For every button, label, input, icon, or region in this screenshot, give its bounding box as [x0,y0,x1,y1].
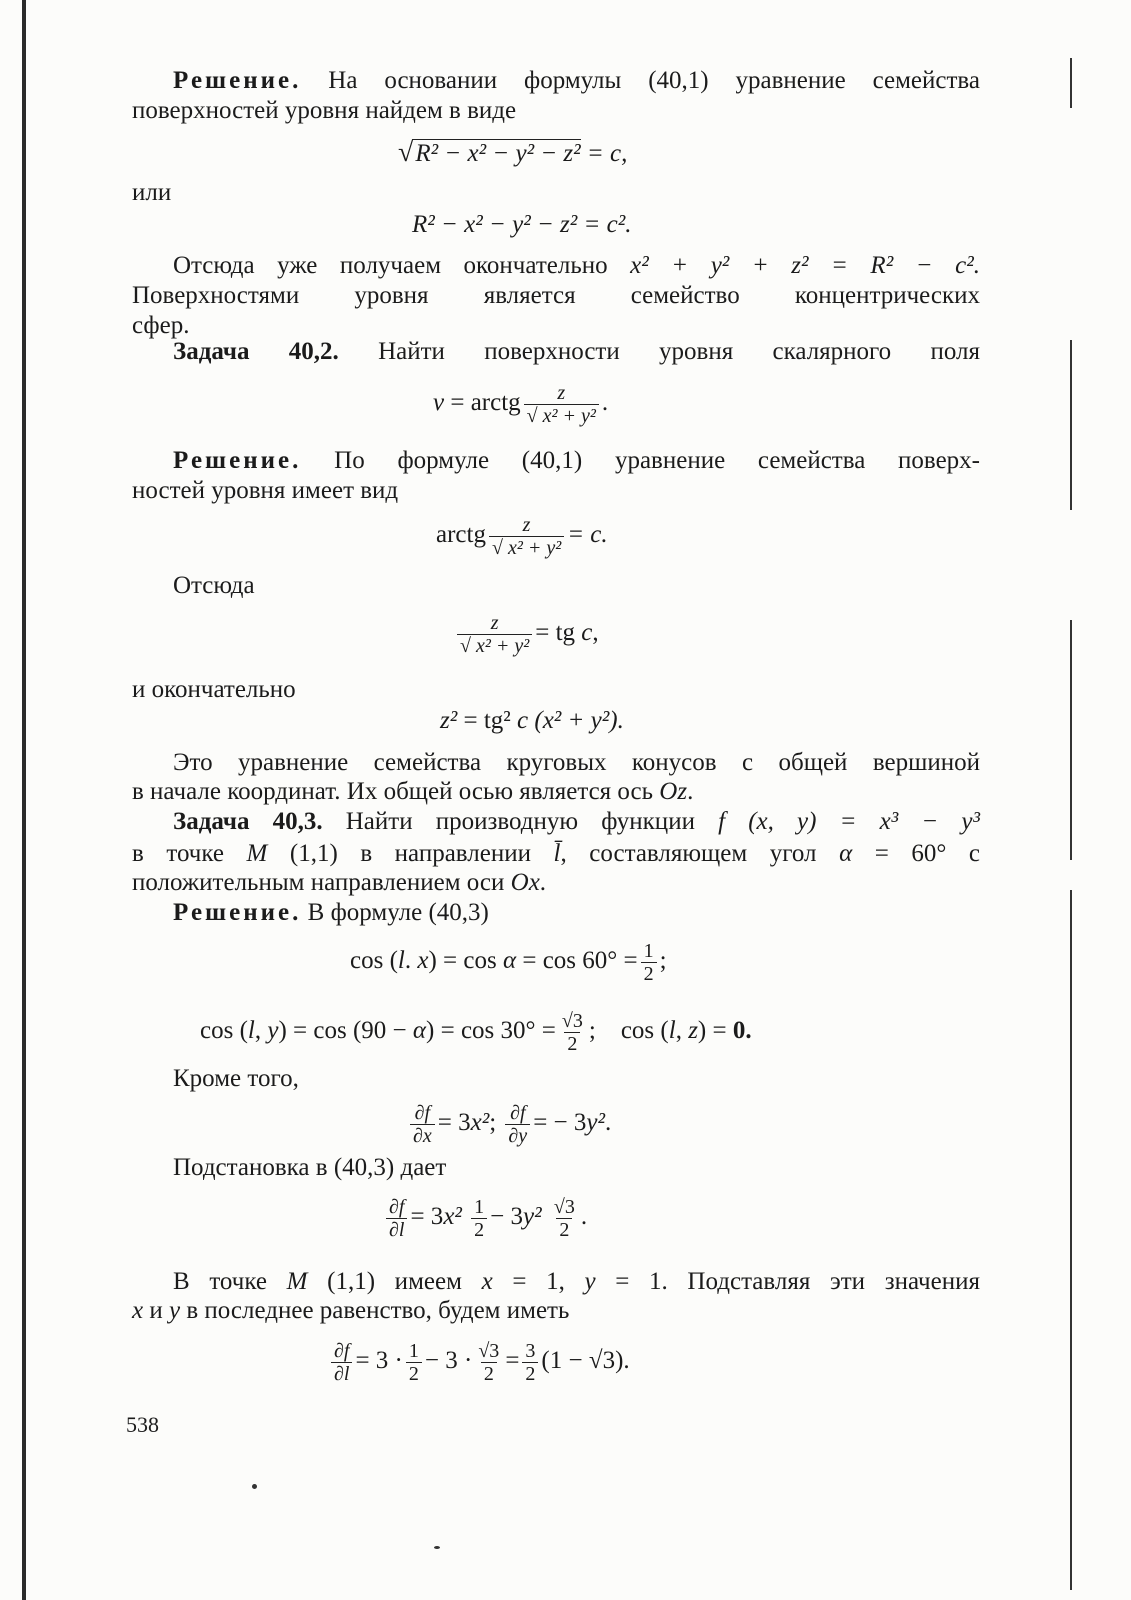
equation-10: $\frac{\partial f}{\partial l}$ = 3x² $\frac{1}{2}$ − 3y² $\frac{√3}{2}$ . [383,1196,587,1241]
paragraph-line: или [132,179,172,206]
paragraph-line: в точке M (1,1) в направлении l̄, составляющем угол α = 60° с [132,840,980,867]
scan-speck [434,1546,440,1549]
equation-9: $\frac{\partial f}{\partial x}$ = 3x²; $\frac{\partial f}{\partial y}$ = − 3y². [407,1102,611,1147]
paragraph-line: и окончательно [132,676,296,703]
page-binding-edge [22,0,26,1600]
paragraph-line: положительным направлением оси Ox. [132,869,547,896]
equation-2: R² − x² − y² − z² = c². [412,211,632,238]
scan-margin-mark [1070,58,1072,108]
equation-8: cos (l, y) = cos (90 − α) = cos 30° = $\frac{√3}{2}$ ; cos (l, z) = 0. [200,1010,752,1055]
page-number: 538 [126,1412,159,1437]
scan-margin-mark [1070,620,1072,860]
paragraph-line: Подстановка в (40,3) дает [173,1154,447,1181]
paragraph-line: Кроме того, [173,1065,299,1092]
paragraph-line: Отсюда уже получаем окончательно x² + y² + z² = R² − c². [173,252,980,279]
paragraph-line: Отсюда [173,572,255,599]
equation-6: z² = tg² c (x² + y²). [440,707,624,734]
equation-3: v = arctg $\frac{z}{\text{√ x² + y²}}$ . [433,382,609,427]
task-heading: Задача 40,2. Найти поверхности уровня скалярного поля [173,338,980,365]
equation-7: cos (l. x) = cos α = cos 60° = $\frac{1}{2}$ ; [350,940,667,985]
paragraph-line: Решение. По формуле (40,1) уравнение семейства поверх- [173,447,980,474]
paragraph-line: Решение. На основании формулы (40,1) уравнение семейства [173,67,980,94]
scan-speck [252,1484,257,1489]
paragraph-line: Поверхностями уровня является семейство концентрических [132,282,980,309]
paragraph-line: сфер. [132,312,190,339]
paragraph-line: поверхностей уровня найдем в виде [132,97,517,124]
paragraph-line: в начале координат. Их общей осью является ось Oz. [132,778,694,805]
paragraph-line: x и y в последнее равенство, будем иметь [132,1297,570,1324]
equation-11: $\frac{\partial f}{\partial l}$ = 3 · $\frac{1}{2}$ − 3 · $\frac{√3}{2}$ = $\frac{3}{2}$ (1 − √3). [328,1340,630,1385]
scan-margin-mark [1070,890,1072,1590]
task-heading: Задача 40,3. Найти производную функции f (x, y) = x³ − y³ [173,808,980,835]
paragraph-line: Это уравнение семейства круговых конусов с общей вершиной [173,749,980,776]
paragraph-line: ностей уровня имеет вид [132,477,399,504]
scan-margin-mark [1070,340,1072,510]
equation-4: arctg $\frac{z}{\text{√ x² + y²}}$ = c. [436,514,608,559]
equation-1: √R² − x² − y² − z² = c, [398,137,628,168]
equation-5: $\frac{z}{\text{√ x² + y²}}$ = tg c, [454,612,599,657]
paragraph-line: Решение. В формуле (40,3) [173,899,489,926]
paragraph-line: В точке M (1,1) имеем x = 1, y = 1. Подставляя эти значения [173,1268,980,1295]
